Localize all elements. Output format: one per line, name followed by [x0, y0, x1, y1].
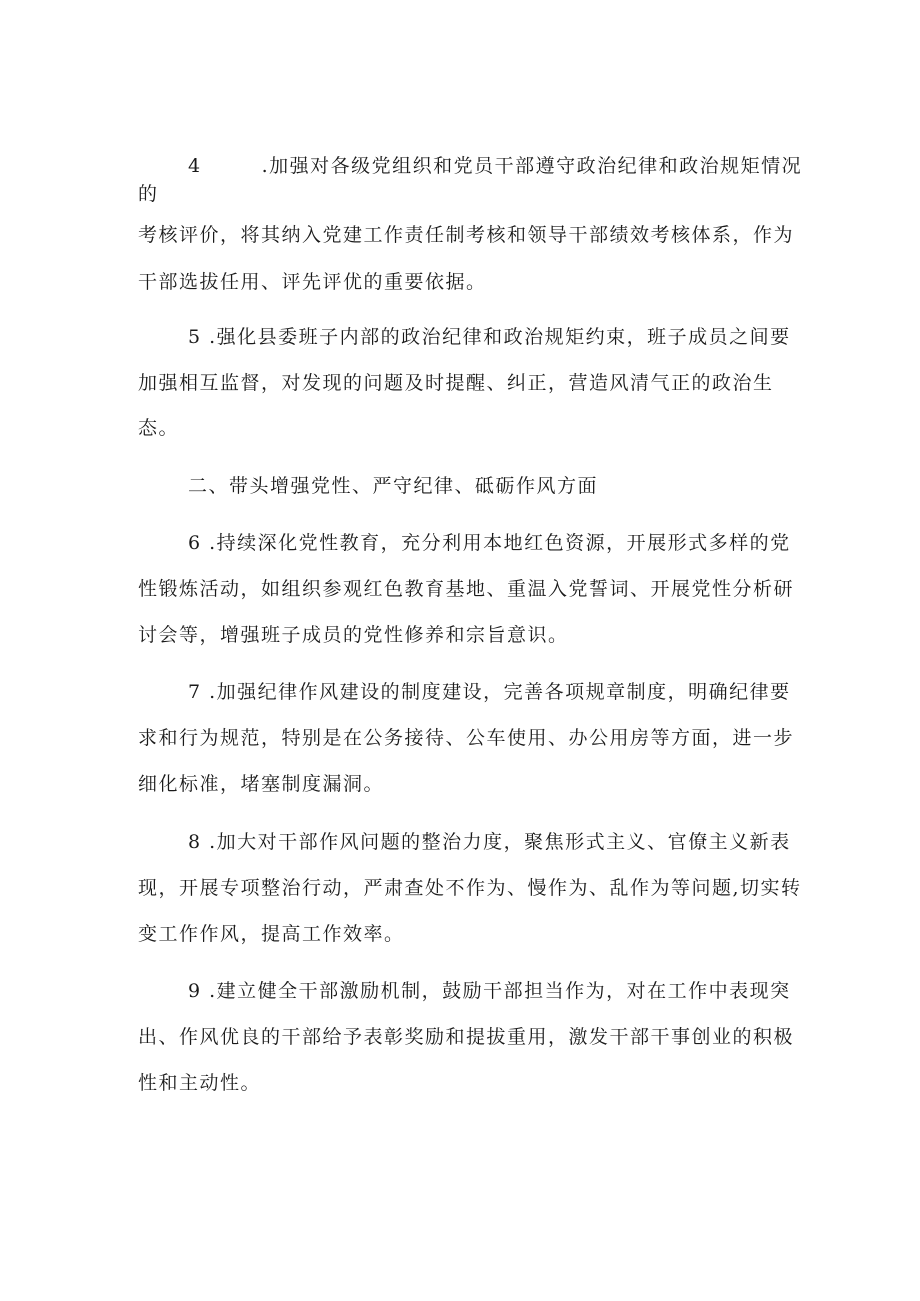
section-heading: 二、带头增强党性、严守纪律、砥砺作风方面 — [188, 475, 599, 497]
item-8-line-3: 变工作作风，提高工作效率。 — [138, 923, 405, 945]
item-6-line-1: 6 .持续深化党性教育，充分利用本地红色资源，开展形式多样的党 — [188, 532, 791, 554]
item-4-line-1 — [188, 152, 803, 180]
item-5-line-2: 加强相互监督，对发现的问题及时提醒、纠正，营造风清气正的政治生 — [138, 372, 774, 394]
item-9-line-2: 出、作风优良的干部给予表彰奖励和提拔重用，激发干部干事创业的积极 — [138, 1026, 795, 1048]
item-8-line-1: 8 .加大对干部作风问题的整治力度，聚焦形式主义、官僚主义新表 — [188, 831, 791, 853]
item-9-line-1: 9 .建立健全干部激励机制，鼓励干部担当作为，对在工作中表现突 — [188, 980, 791, 1002]
item-5-line-3: 态。 — [138, 417, 180, 439]
item-4-line-2: 的 — [138, 183, 159, 205]
item-7-line-1: 7 .加强纪律作风建设的制度建设，完善各项规章制度，明确纪律要 — [188, 681, 791, 703]
item-9-line-3: 性和主动性。 — [138, 1072, 262, 1094]
item-4-line-3: 考核评价，将其纳入党建工作责任制考核和领导干部绩效考核体系，作为 — [138, 224, 795, 246]
item-7-line-3: 细化标准，堵塞制度漏洞。 — [138, 773, 385, 795]
item-6-line-3: 讨会等，增强班子成员的党性修养和宗旨意识。 — [138, 624, 569, 646]
item-4-text: .加强对各级党组织和党员干部遵守政治纪律和政治规矩情况 — [261, 155, 803, 177]
item-7-line-2: 求和行为规范，特别是在公务接待、公车使用、办公用房等方面，进一步 — [138, 727, 795, 749]
item-8-line-2: 现，开展专项整治行动，严肃查处不作为、慢作为、乱作为等问题,切实转 — [138, 877, 802, 899]
item-4-number: 4 — [188, 155, 202, 177]
item-4-line-4: 干部选拔任用、评先评优的重要依据。 — [138, 271, 487, 293]
item-6-line-2: 性锻炼活动，如组织参观红色教育基地、重温入党誓词、开展党性分析研 — [138, 578, 795, 600]
item-5-line-1: 5 .强化县委班子内部的政治纪律和政治规矩约束，班子成员之间要 — [188, 326, 791, 348]
